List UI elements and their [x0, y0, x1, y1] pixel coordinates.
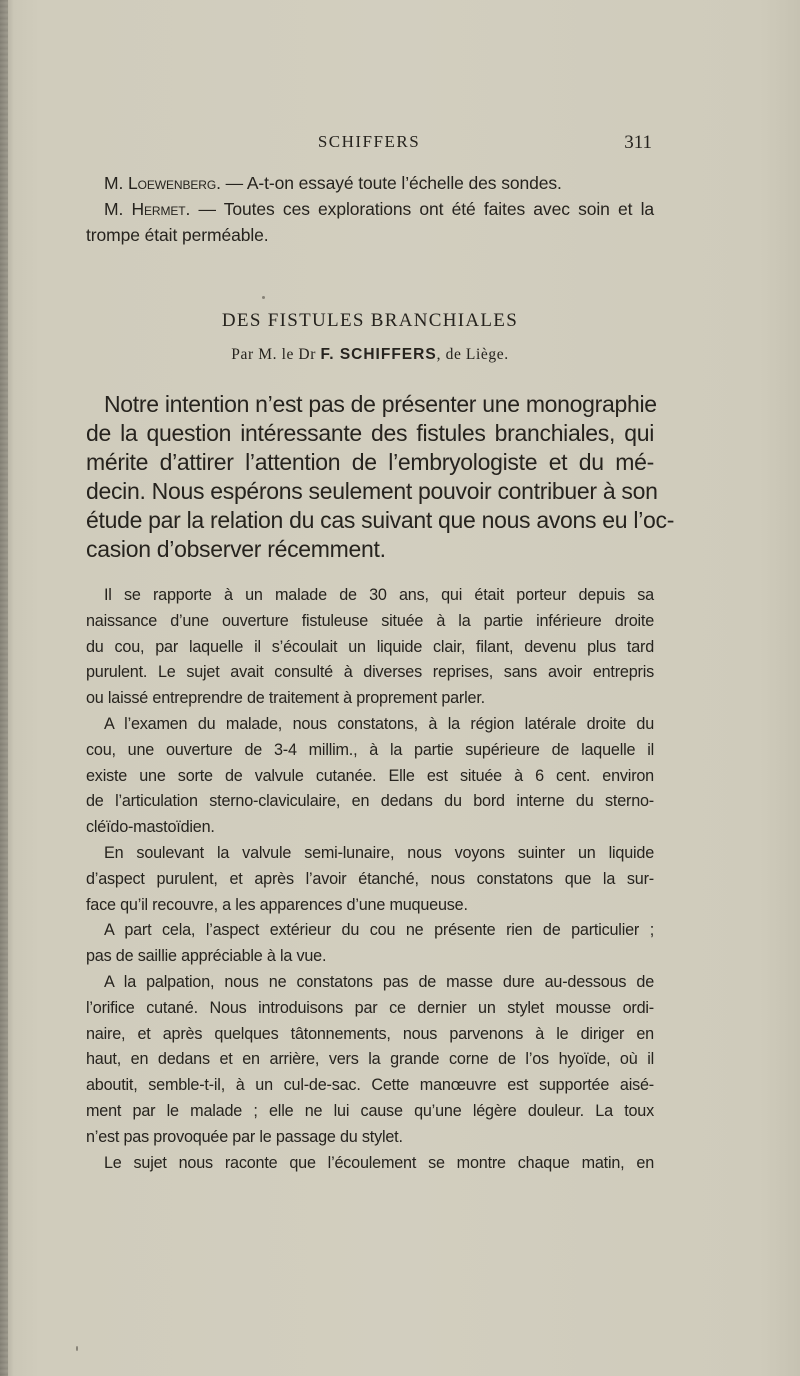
discussion-line: M. Hermet. — Toutes ces explorations ont été faites avec soin et la	[104, 199, 654, 219]
case-report	[86, 583, 654, 1176]
page-number: 311	[624, 132, 652, 153]
body-line: haut, en dedans et en arrière, vers la grande corne de l’os hyoïde, où il	[86, 1050, 654, 1069]
body-line: naire, et après quelques tâtonnements, nous parvenons à le diriger en	[86, 1024, 654, 1043]
body-line: cléïdo-mastoïdien.	[86, 818, 215, 837]
intro-line: casion d’observer récemment.	[86, 536, 386, 562]
running-title: SCHIFFERS	[317, 132, 421, 151]
body-line: Le sujet nous raconte que l’écoulement se montre chaque matin, en	[104, 1153, 654, 1172]
intro-line: Notre intention n’est pas de présenter une monographie	[104, 391, 657, 417]
speaker-name: Loewenberg	[128, 173, 217, 193]
body-line: Il se rapporte à un malade de 30 ans, qui était porteur depuis sa	[104, 586, 654, 604]
running-head	[86, 132, 652, 158]
intro-line: mérite d’attirer l’attention de l’embryologiste et du mé-	[86, 449, 654, 475]
body-line: ou laissé entreprendre de traitement à proprement parler.	[86, 689, 485, 708]
discussion-block	[86, 170, 654, 248]
body-line: A l’examen du malade, nous constatons, à la région latérale droite du	[104, 714, 654, 733]
paper-speck	[76, 1346, 78, 1351]
body-line: cou, une ouverture de 3-4 millim., à la partie supérieure de laquelle il	[86, 740, 654, 759]
body-line: de l’articulation sterno-claviculaire, en dedans du bord interne du sterno-	[86, 792, 654, 811]
body-line: du cou, par laquelle il s’écoulait un liquide clair, filant, devenu plus tard	[86, 637, 654, 656]
body-line: A part cela, l’aspect extérieur du cou ne présente rien de particulier ;	[104, 921, 654, 940]
author-name: F. SCHIFFERS	[320, 346, 437, 363]
intro-line: étude par la relation du cas suivant que nous avons eu l’oc-	[86, 507, 675, 533]
page-binding-edge	[0, 0, 8, 1376]
body-line: pas de saillie appréciable à la vue.	[86, 947, 327, 966]
article-title: DES FISTULES BRANCHIALES	[221, 310, 519, 331]
body-line: A la palpation, nous ne constatons pas de masse dure au-dessous de	[104, 972, 654, 991]
body-line: En soulevant la valvule semi-lunaire, nous voyons suinter un liquide	[104, 843, 654, 862]
body-line: d’aspect purulent, et après l’avoir étanché, nous constatons que la sur-	[86, 869, 654, 888]
body-line: ment par le malade ; elle ne lui cause qu’une légère douleur. La toux	[86, 1101, 654, 1120]
intro-paragraph	[86, 390, 675, 564]
paper-speck	[262, 296, 265, 299]
discussion-line: trompe était perméable.	[86, 225, 269, 245]
intro-line: decin. Nous espérons seulement pouvoir contribuer à son	[86, 478, 658, 504]
body-line: face qu’il recouvre, a les apparences d’une muqueuse.	[86, 895, 468, 914]
intro-line: de la question intéressante des fistules branchiales, qui	[86, 420, 654, 446]
body-line: l’orifice cutané. Nous introduisons par ce dernier un stylet mousse ordi-	[86, 998, 654, 1017]
body-line: n’est pas provoquée par le passage du stylet.	[86, 1127, 403, 1146]
body-line: naissance d’une ouverture fistuleuse située à la partie inférieure droite	[86, 611, 654, 630]
article-byline: Par M. le Dr F. SCHIFFERS, de Liège.	[231, 346, 509, 363]
discussion-line: M. Loewenberg. — A-t-on essayé toute l’échelle des sondes.	[104, 173, 562, 193]
body-line: existe une sorte de valvule cutanée. Elle est située à 6 cent. environ	[86, 766, 654, 785]
speaker-name: Hermet	[131, 199, 186, 219]
body-line: purulent. Le sujet avait consulté à diverses reprises, sans avoir entrepris	[86, 663, 654, 682]
body-line: aboutit, semble-t-il, à un cul-de-sac. Cette manœuvre est supportée aisé-	[86, 1076, 654, 1095]
